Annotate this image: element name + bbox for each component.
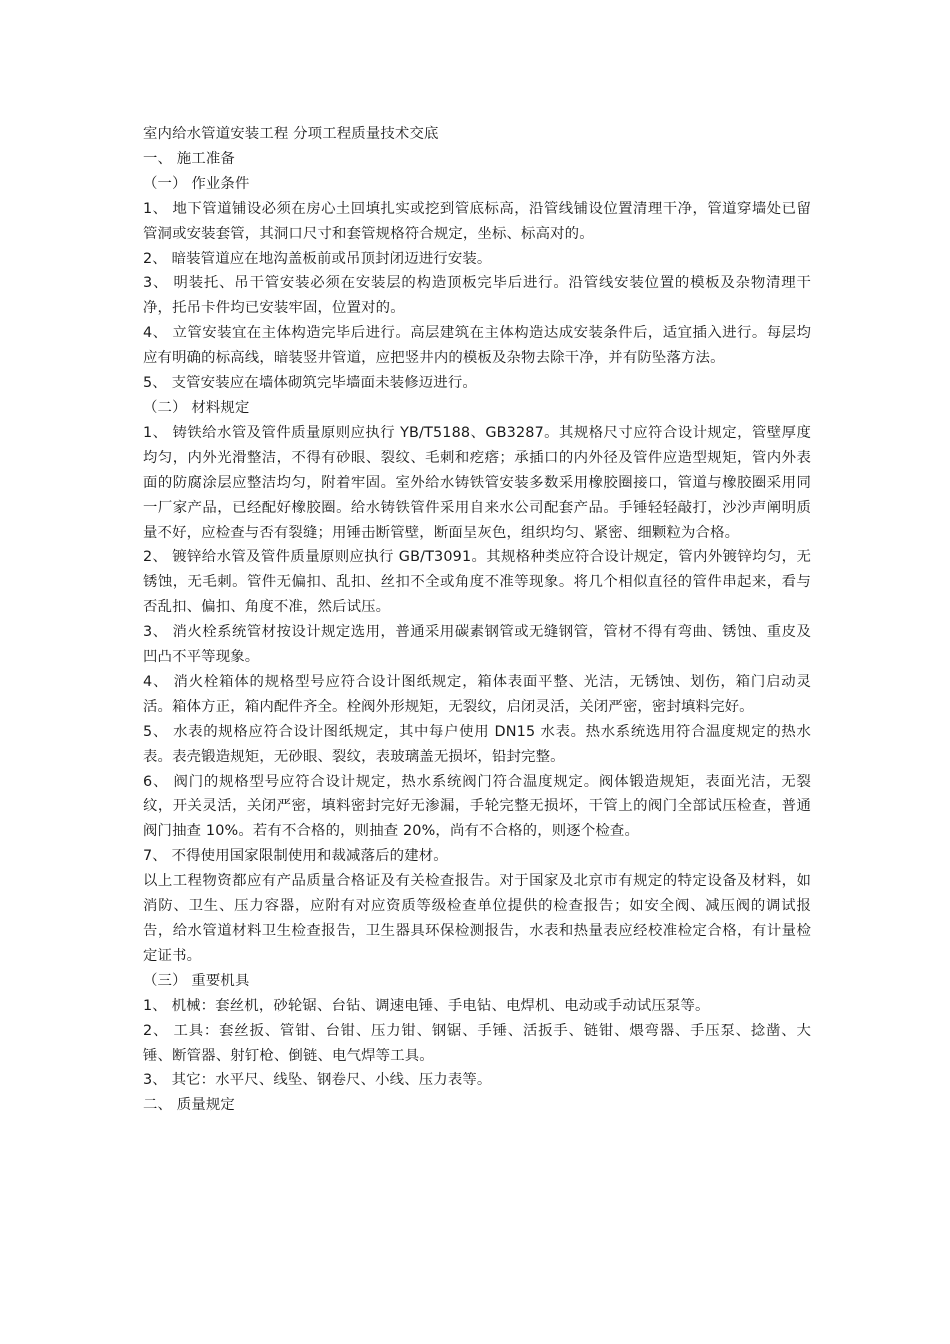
section-heading: 二、 质量规定 — [143, 1097, 235, 1114]
paragraph: 3、 明装托、吊干管安装必须在安装层的构造顶板完毕后进行。沿管线安装位置的模板及杂物清理干净，托吊卡件均已安装牢固，位置对的。 — [143, 275, 811, 317]
paragraph: 以上工程物资都应有产品质量合格证及有关检查报告。对于国家及北京市有规定的特定设备及材料，如消防、卫生、压力容器，应附有对应资质等级检查单位提供的检查报告；如安全阀、减压阀的调试报告，给水管道材料卫生检查报告，卫生器具环保检测报告，水表和热量表应经校准检定合格，有计量检定证书。 — [143, 873, 811, 964]
paragraph: 2、 镀锌给水管及管件质量原则应执行 GB/T3091。其规格种类应符合设计规定，管内外镀锌均匀，无锈蚀，无毛刺。管件无偏扣、乱扣、丝扣不全或角度不准等现象。将几个相似直径的管件串起来，看与否乱扣、偏扣、角度不准，然后试压。 — [143, 549, 811, 616]
paragraph: 7、 不得使用国家限制使用和裁减落后的建材。 — [143, 848, 448, 865]
section-heading: 一、 施工准备 — [143, 150, 235, 167]
subsection-heading: （三） 重要机具 — [143, 972, 250, 989]
paragraph: 5、 支管安装应在墙体砌筑完毕墙面未装修迈进行。 — [143, 375, 477, 392]
subsection-heading: （一） 作业条件 — [143, 175, 250, 192]
paragraph: 3、 其它：水平尺、线坠、钢卷尺、小线、压力表等。 — [143, 1072, 492, 1089]
paragraph: 4、 立管安装宜在主体构造完毕后进行。高层建筑在主体构造达成安装条件后，适宜插入进行。每层均应有明确的标高线，暗装竖井管道，应把竖井内的模板及杂物去除干净，并有防坠落方法。 — [143, 325, 811, 367]
paragraph: 2、 工具：套丝扳、管钳、台钳、压力钳、钢锯、手锤、活扳手、链钳、煨弯器、手压泵、捻凿、大锤、断管器、射钉枪、倒链、电气焊等工具。 — [143, 1022, 811, 1064]
paragraph: 1、 机械：套丝机，砂轮锯、台钻、调速电锤、手电钻、电焊机、电动或手动试压泵等。 — [143, 997, 710, 1014]
subsection-heading: （二） 材料规定 — [143, 399, 250, 416]
paragraph: 2、 暗装管道应在地沟盖板前或吊顶封闭迈进行安装。 — [143, 250, 492, 267]
paragraph: 1、 地下管道铺设必须在房心土回填扎实或挖到管底标高，沿管线铺设位置清理干净，管道穿墙处已留管洞或安装套管，其洞口尺寸和套管规格符合规定，坐标、标高对的。 — [143, 200, 811, 242]
paragraph: 4、 消火栓箱体的规格型号应符合设计图纸规定，箱体表面平整、光洁，无锈蚀、划伤，箱门启动灵活。箱体方正，箱内配件齐全。栓阀外形规矩，无裂纹，启闭灵活，关闭严密，密封填料完好。 — [143, 673, 811, 715]
paragraph: 6、 阀门的规格型号应符合设计规定，热水系统阀门符合温度规定。阀体锻造规矩，表面光洁，无裂纹，开关灵活，关闭严密，填料密封完好无渗漏，手轮完整无损坏，干管上的阀门全部试压检查，普通阀门抽查 10%。若有不合格的，则抽查 20%，尚有不合格的，则逐个检查。 — [143, 773, 811, 840]
document-title: 室内给水管道安装工程 分项工程质量技术交底 — [143, 126, 439, 142]
paragraph: 5、 水表的规格应符合设计图纸规定，其中每户使用 DN15 水表。热水系统选用符合温度规定的热水表。表壳锻造规矩，无砂眼、裂纹，表玻璃盖无损坏，铅封完整。 — [143, 723, 811, 765]
paragraph: 3、 消火栓系统管材按设计规定选用，普通采用碳素钢管或无缝钢管，管材不得有弯曲、锈蚀、重皮及凹凸不平等现象。 — [143, 624, 811, 666]
document-body — [143, 122, 811, 1118]
paragraph: 1、 铸铁给水管及管件质量原则应执行 YB/T5188、GB3287。其规格尺寸应符合设计规定，管壁厚度均匀，内外光滑整洁，不得有砂眼、裂纹、毛刺和疙瘩；承插口的内外径及管件应造型规矩，管内外表面的防腐涂层应整洁均匀，附着牢固。室外给水铸铁管安装多数采用橡胶圈接口，管道与橡胶圈采用同一厂家产品，已经配好橡胶圈。给水铸铁管件采用自来水公司配套产品。手锤轻轻敲打，沙沙声阐明质量不好，应检查与否有裂缝；用锤击断管壁，断面呈灰色，组织均匀、紧密、细颗粒为合格。 — [143, 424, 811, 541]
